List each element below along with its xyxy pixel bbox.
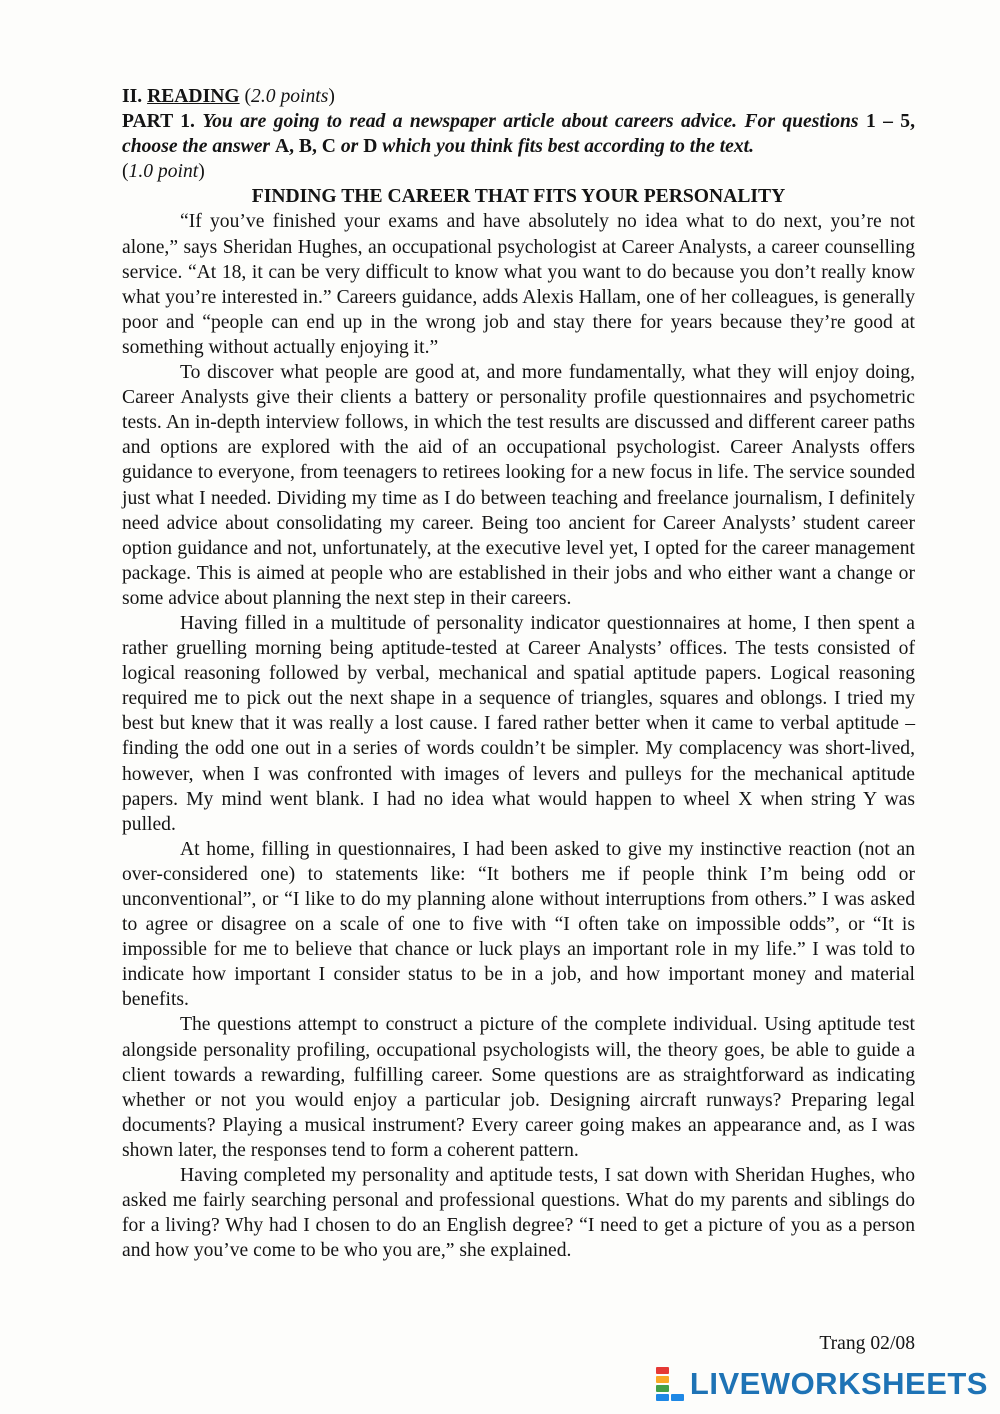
part-points-close: ) (198, 161, 205, 183)
instruction-text-2: choose the answer (122, 136, 271, 158)
logo-block (656, 1394, 669, 1401)
section-heading (122, 84, 915, 109)
liveworksheets-logo-icon (656, 1367, 686, 1401)
part-points-open: ( (122, 161, 129, 183)
article-body (122, 209, 915, 1263)
article-paragraph: Having completed my personality and aptitude tests, I sat down with Sheridan Hughes, who asked me fairly searching personal and professional questions. What do my parents and siblings do for a living? Why had I chosen to do an English degree? “I need to get a picture of you as a person and how you’ve come to be who you are,” she explained. (122, 1165, 915, 1262)
worksheet-page (122, 84, 915, 1263)
liveworksheets-watermark (656, 1366, 988, 1402)
page-number: Trang 02/08 (819, 1333, 915, 1354)
section-number: II. (122, 86, 143, 107)
part-points: 1.0 point (128, 161, 199, 183)
logo-block (656, 1367, 669, 1374)
section-points: (2.0 points) (244, 86, 335, 107)
logo-block (656, 1385, 669, 1392)
article-title: FINDING THE CAREER THAT FITS YOUR PERSONALITY (251, 186, 786, 208)
section-name: READING (147, 86, 240, 107)
article-paragraph: Having filled in a multitude of personality indicator questionnaires at home, I then spent a rather gruelling morning being aptitude-tested at Career Analysts’ offices. The tests consisted of logical reasoning followed by verbal, mechanical and spatial aptitude papers. Logical reasoning required me to pick out the next shape in a sequence of triangles, squares and oblongs. I tried my best but knew that it was really a lost cause. I fared rather better when it came to verbal aptitude – finding the odd one out in a series of words couldn’t be simpler. My complacency was short-lived, however, when I was confronted with images of levers and pulleys for the mechanical aptitude papers. My mind went blank. I had no idea what would happen to wheel X when string Y was pulled. (122, 612, 915, 835)
article-paragraph: To discover what people are good at, and more fundamentally, what they will enjoy doing, Career Analysts give their clients a battery or personality profile questionnaires and psychometric tests. An in-depth interview follows, in which the test results are discussed and different career paths and options are explored with the aid of an occupational psychologist. Career Analysts offers guidance to everyone, from teenagers to retirees looking for a new focus in life. The service sounded just what I needed. Dividing my time as I do between teaching and freelance journalism, I definitely need advice about consolidating my career. Being too ancient for Career Analysts’ student career option guidance and not, unfortunately, at the executive level yet, I opted for the career management package. This is aimed at people who are established in their jobs and who either want a change or some advice about planning the next step in their careers. (122, 362, 915, 609)
section-points-value: 2.0 points (251, 86, 329, 107)
instruction-or: or (340, 136, 359, 158)
logo-block (656, 1376, 669, 1383)
answer-option-d: D (363, 136, 378, 158)
instruction-text-1: You are going to read a newspaper article about careers advice. For questions (202, 111, 859, 133)
part-1-instructions (122, 109, 915, 184)
question-range: 1 – 5, (865, 111, 915, 133)
answer-options: A, B, C (274, 136, 336, 158)
liveworksheets-brand: LIVEWORKSHEETS (689, 1366, 988, 1401)
logo-block (671, 1394, 684, 1401)
article-paragraph: “If you’ve finished your exams and have absolutely no idea what to do next, you’re not alone,” says Sheridan Hughes, an occupational psychologist at Career Analysts, a career counselling service. “At 18, it can be very difficult to know what you want to do because you don’t really know what you’re interested in.” Careers guidance, adds Alexis Hallam, one of her colleagues, is generally poor and “people can end up in the wrong job and stay there for years because they’re good at something without actually enjoying it.” (122, 211, 915, 358)
instruction-text-3: which you think fits best according to the text. (382, 136, 755, 158)
part-label: PART 1. (122, 111, 195, 133)
article-paragraph: At home, filling in questionnaires, I had been asked to give my instinctive reaction (not an over-considered one) to statements like: “It bothers me if people think I’m being odd or unconventional”, or “I like to do my planning alone without interruptions from others.” I was asked to agree or disagree on a scale of one to five with “I often take on impossible odds”, or “It is impossible for me to believe that chance or luck plays an important role in my life.” I was told to indicate how important I consider status to be in a job, and how important money and material benefits. (122, 838, 915, 1011)
article-paragraph: The questions attempt to construct a picture of the complete individual. Using aptitude test alongside personality profiling, occupational psychologists will, the theory goes, be able to guide a client towards a rewarding, fulfilling career. Some questions are as straightforward as indicating whether or not you would enjoy a particular job. Designing aircraft runways? Preparing legal documents? Playing a musical instrument? Every career going makes an appearance and, as I was shown later, the responses tend to form a coherent pattern. (122, 1014, 915, 1161)
